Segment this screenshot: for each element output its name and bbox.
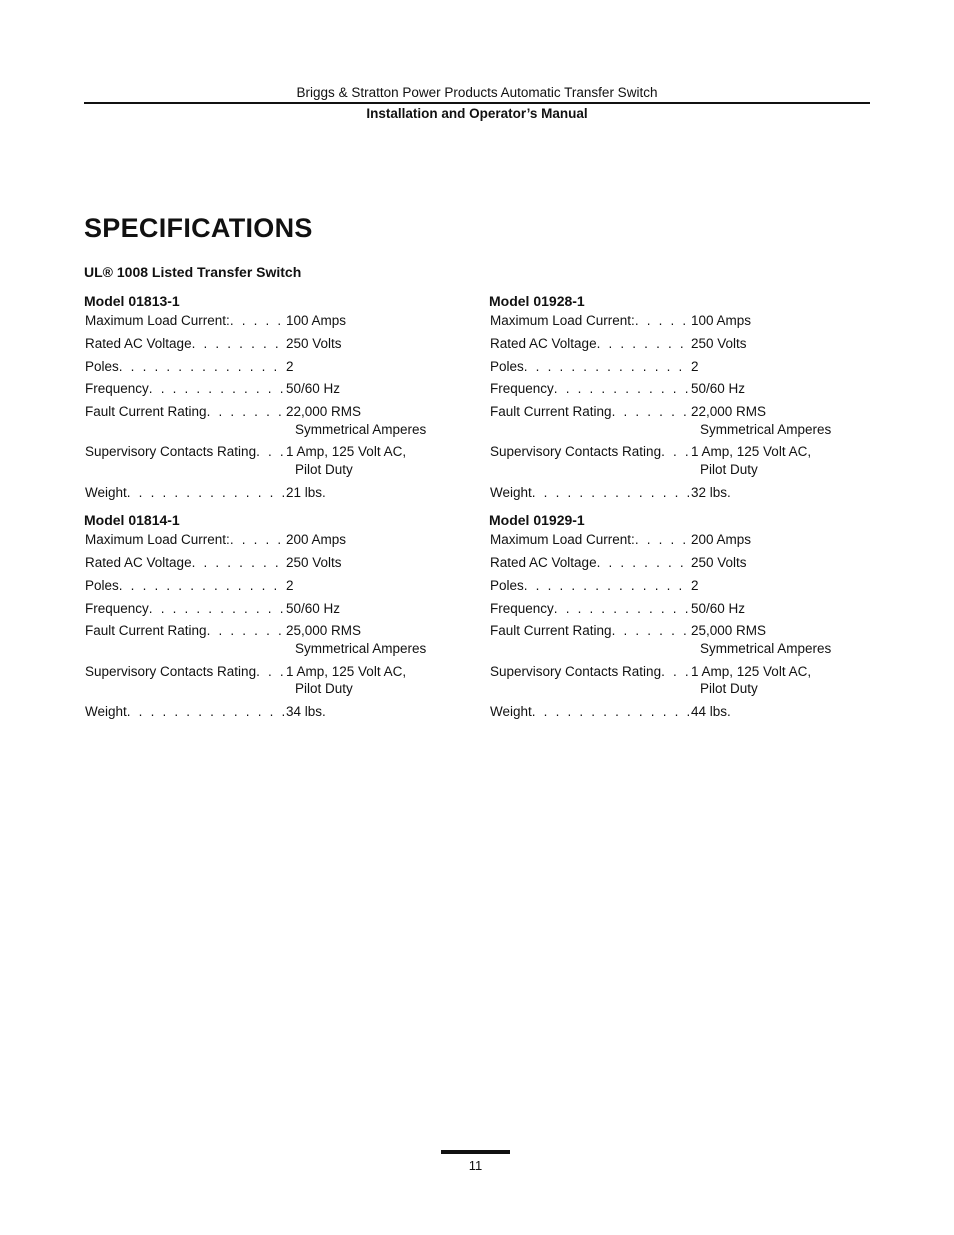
page-title: SPECIFICATIONS <box>84 213 313 243</box>
spec-label <box>489 443 691 478</box>
spec-label-text: Weight <box>85 484 127 500</box>
spec-label <box>489 403 691 438</box>
dot-leader <box>661 663 691 698</box>
spec-value: 250 Volts <box>286 555 342 571</box>
spec-label <box>84 531 286 549</box>
header-title: Briggs & Stratton Power Products Automatic Transfer Switch <box>296 85 658 100</box>
spec-label-text: Fault Current Rating <box>490 404 612 420</box>
dot-leader <box>149 600 286 618</box>
spec-label-text: Supervisory Contacts Rating <box>85 444 257 460</box>
dot-leader <box>597 554 691 572</box>
spec-column-right <box>489 292 841 731</box>
spec-label-text: Maximum Load Current: <box>490 313 635 328</box>
spec-label-text: Maximum Load Current: <box>490 532 635 548</box>
spec-row <box>489 703 841 721</box>
spec-row <box>84 531 436 549</box>
dot-leader <box>635 312 691 330</box>
spec-row <box>489 443 841 478</box>
spec-value: 2 <box>691 358 699 374</box>
model-title: Model 01813-1 <box>84 293 180 309</box>
spec-label <box>84 663 286 698</box>
spec-row <box>84 703 436 721</box>
spec-label <box>489 312 691 330</box>
dot-leader <box>149 380 286 398</box>
spec-value: 44 lbs. <box>691 704 731 720</box>
spec-label-text: Frequency <box>490 381 554 397</box>
dot-leader <box>192 335 286 353</box>
spec-label-text: Fault Current Rating <box>490 623 612 639</box>
spec-label-text: Maximum Load Current: <box>85 313 230 328</box>
spec-value: 2 <box>286 577 294 593</box>
spec-column-left <box>84 292 436 731</box>
dot-leader <box>230 531 286 549</box>
spec-label <box>489 380 691 398</box>
dot-leader <box>532 484 691 502</box>
spec-row <box>84 622 436 657</box>
spec-label <box>84 443 286 478</box>
dot-leader <box>524 358 691 376</box>
spec-label <box>84 600 286 618</box>
spec-row <box>489 622 841 657</box>
spec-label-text: Frequency <box>490 600 554 616</box>
spec-value: 25,000 RMS Symmetrical Amperes <box>691 623 832 656</box>
spec-row <box>489 663 841 698</box>
spec-row <box>84 554 436 572</box>
dot-leader <box>230 312 286 330</box>
spec-label-text: Maximum Load Current: <box>85 532 230 548</box>
spec-label <box>489 600 691 618</box>
spec-label-text: Poles <box>490 577 524 593</box>
spec-value: 250 Volts <box>286 335 342 351</box>
spec-label-text: Weight <box>85 704 127 720</box>
section-subtitle: UL® 1008 Listed Transfer Switch <box>84 264 302 280</box>
spec-label <box>84 577 286 595</box>
spec-value: 22,000 RMS Symmetrical Amperes <box>691 404 832 437</box>
spec-row <box>489 380 841 398</box>
spec-label <box>489 335 691 353</box>
spec-label-text: Rated AC Voltage <box>85 555 192 571</box>
spec-row <box>84 335 436 353</box>
spec-value: 200 Amps <box>286 532 347 548</box>
dot-leader <box>554 600 691 618</box>
model-block <box>489 292 841 501</box>
spec-label <box>84 554 286 572</box>
spec-row <box>84 600 436 618</box>
dot-leader <box>612 622 691 657</box>
spec-row <box>489 358 841 376</box>
spec-label-text: Frequency <box>85 381 149 397</box>
dot-leader <box>127 484 286 502</box>
model-block <box>489 511 841 720</box>
spec-value: 2 <box>691 577 699 593</box>
spec-row <box>489 531 841 549</box>
dot-leader <box>192 554 286 572</box>
model-title: Model 01929-1 <box>489 512 585 529</box>
spec-value: 250 Volts <box>691 555 747 571</box>
dot-leader <box>554 380 691 398</box>
spec-value: 34 lbs. <box>286 704 326 720</box>
footer-bar <box>441 1150 510 1154</box>
spec-label-text: Poles <box>490 358 524 374</box>
spec-label <box>84 380 286 398</box>
spec-label-text: Rated AC Voltage <box>490 335 597 351</box>
spec-row <box>489 600 841 618</box>
dot-leader <box>207 403 286 438</box>
dot-leader <box>207 622 286 657</box>
spec-label <box>84 335 286 353</box>
spec-value: 2 <box>286 358 294 374</box>
spec-label-text: Supervisory Contacts Rating <box>85 663 257 679</box>
spec-label-text: Rated AC Voltage <box>490 555 597 571</box>
spec-value: 250 Volts <box>691 335 747 351</box>
spec-row <box>84 403 436 438</box>
dot-leader <box>256 443 286 478</box>
header-rule <box>84 102 870 104</box>
dot-leader <box>119 358 286 376</box>
spec-label-text: Supervisory Contacts Rating <box>490 444 662 460</box>
spec-label <box>489 554 691 572</box>
spec-row <box>84 312 436 330</box>
dot-leader <box>127 703 286 721</box>
spec-value: 22,000 RMS Symmetrical Amperes <box>286 404 427 437</box>
spec-label-text: Fault Current Rating <box>85 404 207 420</box>
spec-row <box>84 358 436 376</box>
spec-label <box>84 622 286 657</box>
spec-label-text: Poles <box>85 577 119 593</box>
spec-label-text: Weight <box>490 484 532 500</box>
dot-leader <box>532 703 691 721</box>
spec-value: 100 Amps <box>286 313 347 328</box>
spec-label <box>489 622 691 657</box>
dot-leader <box>635 531 691 549</box>
spec-label-text: Fault Current Rating <box>85 623 207 639</box>
spec-row <box>489 312 841 330</box>
dot-leader <box>524 577 691 595</box>
dot-leader <box>119 577 286 595</box>
model-title: Model 01814-1 <box>84 512 180 529</box>
spec-label <box>84 403 286 438</box>
dot-leader <box>256 663 286 698</box>
spec-row <box>84 577 436 595</box>
spec-value: 200 Amps <box>691 532 752 548</box>
dot-leader <box>612 403 691 438</box>
spec-row <box>489 577 841 595</box>
spec-label <box>84 312 286 330</box>
spec-label-text: Rated AC Voltage <box>85 335 192 351</box>
spec-label <box>489 358 691 376</box>
spec-row <box>84 663 436 698</box>
spec-value: 50/60 Hz <box>286 600 341 616</box>
spec-label <box>84 358 286 376</box>
spec-value: 50/60 Hz <box>286 381 341 397</box>
page-number: 11 <box>468 1158 483 1173</box>
spec-label <box>489 484 691 502</box>
spec-value: 100 Amps <box>691 313 752 328</box>
spec-value: 50/60 Hz <box>691 381 746 397</box>
spec-label-text: Weight <box>490 704 532 720</box>
spec-label-text: Frequency <box>85 600 149 616</box>
spec-value: 21 lbs. <box>286 484 326 500</box>
spec-label <box>84 703 286 721</box>
spec-value: 1 Amp, 125 Volt AC, Pilot Duty <box>691 444 812 477</box>
spec-value: 32 lbs. <box>691 484 731 500</box>
spec-value: 25,000 RMS Symmetrical Amperes <box>286 623 427 656</box>
spec-row <box>489 484 841 502</box>
dot-leader <box>597 335 691 353</box>
model-block <box>84 292 436 501</box>
model-title: Model 01928-1 <box>489 293 585 309</box>
spec-row <box>489 554 841 572</box>
model-block <box>84 511 436 720</box>
spec-label <box>489 663 691 698</box>
spec-row <box>84 484 436 502</box>
spec-label-text: Poles <box>85 358 119 374</box>
spec-label <box>489 577 691 595</box>
page-header <box>84 84 870 123</box>
spec-label-text: Supervisory Contacts Rating <box>490 663 662 679</box>
spec-row <box>84 443 436 478</box>
spec-value: 1 Amp, 125 Volt AC, Pilot Duty <box>691 663 812 697</box>
spec-row <box>489 403 841 438</box>
spec-label <box>84 484 286 502</box>
spec-value: 1 Amp, 125 Volt AC, Pilot Duty <box>286 663 407 697</box>
spec-label <box>489 703 691 721</box>
spec-value: 50/60 Hz <box>691 600 746 616</box>
spec-row <box>489 335 841 353</box>
spec-row <box>84 380 436 398</box>
header-subtitle: Installation and Operator’s Manual <box>366 106 588 121</box>
dot-leader <box>661 443 691 478</box>
spec-value: 1 Amp, 125 Volt AC, Pilot Duty <box>286 444 407 477</box>
spec-label <box>489 531 691 549</box>
